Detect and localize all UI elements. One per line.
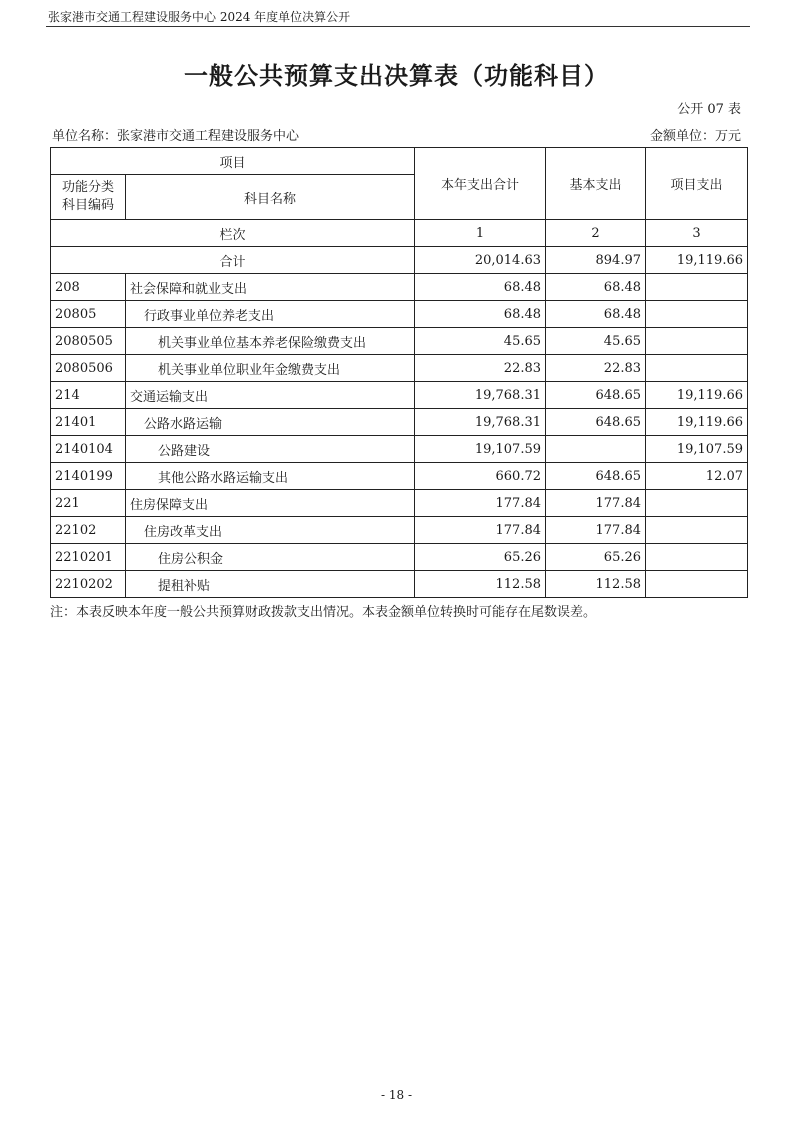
row-code: 2080506 — [51, 355, 126, 382]
row-name: 行政事业单位养老支出 — [126, 301, 415, 328]
col-index-2: 2 — [546, 220, 646, 247]
row-name: 公路建设 — [126, 436, 415, 463]
page-title: 一般公共预算支出决算表（功能科目） — [184, 62, 609, 90]
row-code: 21401 — [51, 409, 126, 436]
row-total: 22.83 — [415, 355, 546, 382]
row-project: 19,119.66 — [646, 409, 748, 436]
row-total: 19,107.59 — [415, 436, 546, 463]
unit-name: 单位名称：张家港市交通工程建设服务中心 — [52, 129, 300, 144]
table-row — [51, 328, 748, 355]
row-basic: 177.84 — [546, 490, 646, 517]
row-basic: 648.65 — [546, 382, 646, 409]
row-code: 221 — [51, 490, 126, 517]
row-total: 177.84 — [415, 490, 546, 517]
header-project-expense: 项目支出 — [646, 148, 748, 220]
row-total: 112.58 — [415, 571, 546, 598]
header-code — [51, 175, 126, 220]
total-row — [51, 247, 748, 274]
row-total: 660.72 — [415, 463, 546, 490]
row-project — [646, 274, 748, 301]
row-code: 208 — [51, 274, 126, 301]
amount-unit: 金额单位：万元 — [649, 129, 741, 144]
row-code: 2080505 — [51, 328, 126, 355]
row-basic: 177.84 — [546, 517, 646, 544]
row-code: 2210201 — [51, 544, 126, 571]
row-project — [646, 355, 748, 382]
page-number: - 18 - — [380, 1088, 412, 1102]
total-basic: 894.97 — [546, 247, 646, 274]
row-name: 提租补贴 — [126, 571, 415, 598]
row-code: 22102 — [51, 517, 126, 544]
row-total: 19,768.31 — [415, 409, 546, 436]
table-row — [51, 382, 748, 409]
col-index-1: 1 — [415, 220, 546, 247]
table-row — [51, 436, 748, 463]
row-total: 65.26 — [415, 544, 546, 571]
row-basic — [546, 436, 646, 463]
header-basic: 基本支出 — [546, 148, 646, 220]
table-row — [51, 463, 748, 490]
header-code-line1: 功能分类 — [61, 180, 114, 195]
table-row — [51, 409, 748, 436]
row-basic: 65.26 — [546, 544, 646, 571]
row-project — [646, 490, 748, 517]
row-name: 住房公积金 — [126, 544, 415, 571]
row-project — [646, 544, 748, 571]
row-project: 19,119.66 — [646, 382, 748, 409]
row-name: 住房改革支出 — [126, 517, 415, 544]
row-name: 机关事业单位基本养老保险缴费支出 — [126, 328, 415, 355]
header-code-line2: 科目编码 — [61, 198, 114, 213]
row-total: 68.48 — [415, 274, 546, 301]
header-name: 科目名称 — [126, 175, 415, 220]
col-index-3: 3 — [646, 220, 748, 247]
row-project — [646, 301, 748, 328]
row-code: 214 — [51, 382, 126, 409]
total-project: 19,119.66 — [646, 247, 748, 274]
row-basic: 68.48 — [546, 301, 646, 328]
row-basic: 648.65 — [546, 463, 646, 490]
row-basic: 648.65 — [546, 409, 646, 436]
header-project: 项目 — [51, 148, 415, 175]
table-row — [51, 517, 748, 544]
footnote: 注：本表反映本年度一般公共预算财政拨款支出情况。本表金额单位转换时可能存在尾数误差。 — [50, 605, 597, 620]
row-code: 2210202 — [51, 571, 126, 598]
row-name: 其他公路水路运输支出 — [126, 463, 415, 490]
table-row — [51, 274, 748, 301]
row-basic: 68.48 — [546, 274, 646, 301]
table-row — [51, 301, 748, 328]
table-row — [51, 571, 748, 598]
row-label: 栏次 — [51, 220, 415, 247]
row-basic: 45.65 — [546, 328, 646, 355]
row-project — [646, 517, 748, 544]
row-code: 20805 — [51, 301, 126, 328]
total-label: 合计 — [51, 247, 415, 274]
row-code: 2140104 — [51, 436, 126, 463]
row-name: 交通运输支出 — [126, 382, 415, 409]
row-project — [646, 328, 748, 355]
table-row — [51, 490, 748, 517]
row-basic: 22.83 — [546, 355, 646, 382]
row-name: 公路水路运输 — [126, 409, 415, 436]
row-total: 45.65 — [415, 328, 546, 355]
row-basic: 112.58 — [546, 571, 646, 598]
row-name: 机关事业单位职业年金缴费支出 — [126, 355, 415, 382]
row-project — [646, 571, 748, 598]
row-project: 12.07 — [646, 463, 748, 490]
header-total: 本年支出合计 — [415, 148, 546, 220]
row-total: 177.84 — [415, 517, 546, 544]
row-total: 68.48 — [415, 301, 546, 328]
table-number: 公开 07 表 — [677, 102, 741, 117]
row-total: 19,768.31 — [415, 382, 546, 409]
budget-table — [50, 147, 748, 598]
row-name: 社会保障和就业支出 — [126, 274, 415, 301]
row-name: 住房保障支出 — [126, 490, 415, 517]
total-amount: 20,014.63 — [415, 247, 546, 274]
row-project: 19,107.59 — [646, 436, 748, 463]
table-row — [51, 544, 748, 571]
row-code: 2140199 — [51, 463, 126, 490]
table-row — [51, 355, 748, 382]
document-header: 张家港市交通工程建设服务中心 2024 年度单位决算公开 — [46, 8, 750, 27]
